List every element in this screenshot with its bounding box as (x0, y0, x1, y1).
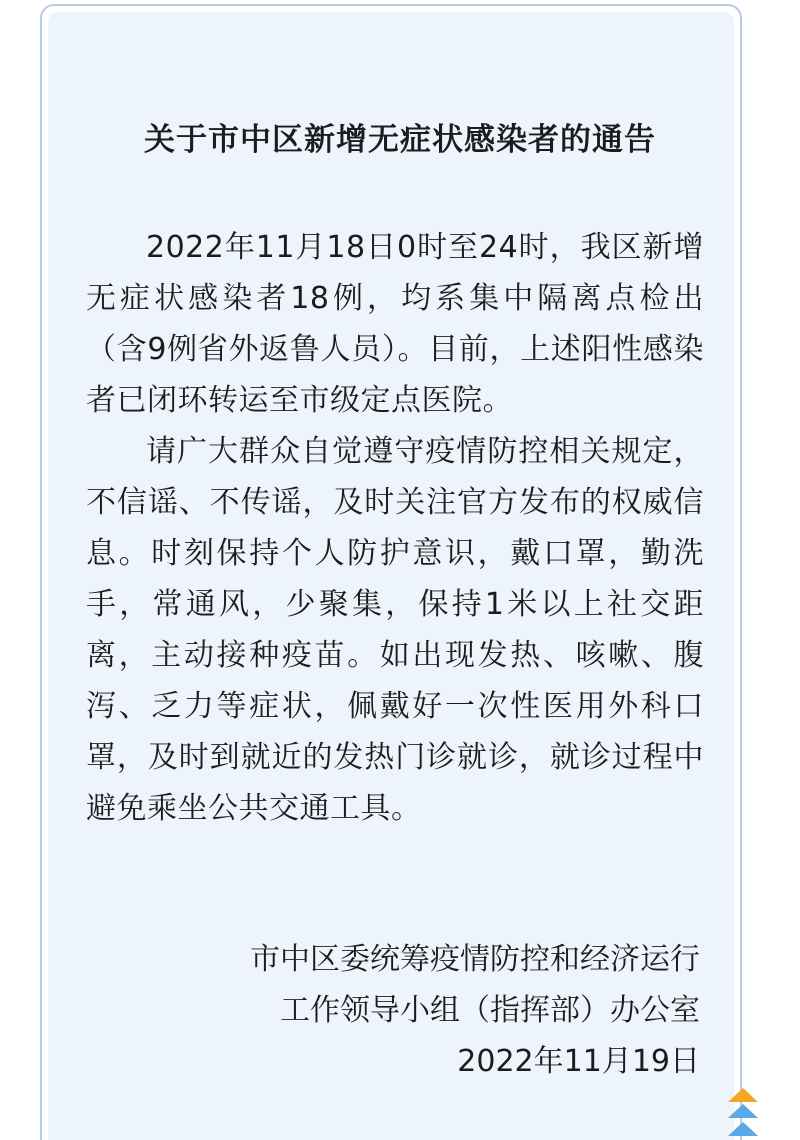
stacked-triangles-icon (728, 1088, 758, 1140)
signature-org-line-2: 工作领导小组（指挥部）办公室 (280, 993, 700, 1028)
notice-signature (250, 934, 700, 1087)
deco-triangle-bottom (728, 1122, 758, 1136)
deco-triangle-top (728, 1088, 758, 1102)
signature-date: 2022年11月19日 (457, 1044, 700, 1079)
notice-body (86, 222, 704, 834)
notice-title: 关于市中区新增无症状感染者的通告 (144, 122, 656, 158)
notice-paragraph-2: 请广大群众自觉遵守疫情防控相关规定，不信谣、不传谣，及时关注官方发布的权威信息。时刻保持个人防护意识，戴口罩，勤洗手，常通风，少聚集，保持1米以上社交距离，主动接种疫苗。如出现发热、咳嗽、腹泻、乏力等症状，佩戴好一次性医用外科口罩，及时到就近的发热门诊就诊，就诊过程中避免乘坐公共交通工具。 (86, 434, 704, 826)
signature-org-line-1: 市中区委统筹疫情防控和经济运行 (250, 942, 700, 977)
notice-paragraph-1: 2022年11月18日0时至24时，我区新增无症状感染者18例，均系集中隔离点检出（含9例省外返鲁人员）。目前，上述阳性感染者已闭环转运至市级定点医院。 (86, 230, 704, 418)
deco-triangle-middle (728, 1104, 758, 1118)
